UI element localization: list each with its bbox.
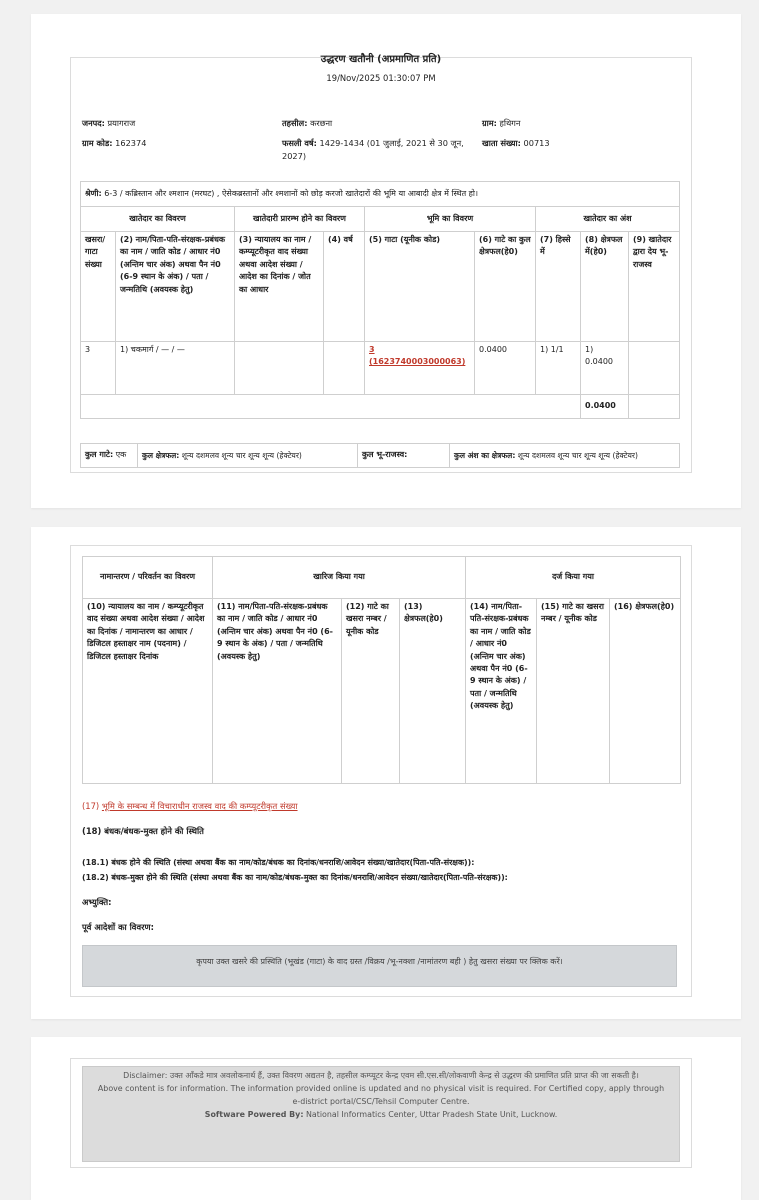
vad-sankhya-link[interactable]: भूमि के सम्बन्ध में विचाराधीन राजस्व वाद की कम्प्यूटरीकृत संख्या bbox=[101, 801, 298, 811]
instruction-box bbox=[82, 945, 677, 987]
print-datetime: 19/Nov/2025 01:30:07 PM bbox=[326, 73, 436, 83]
total-area: 0.0400 bbox=[581, 395, 629, 419]
note-17: (17) भूमि के सम्बन्ध में विचाराधीन राजस्व वाद की कम्प्यूटरीकृत संख्या bbox=[82, 801, 298, 811]
tehsil-info: तहसील: करछना bbox=[282, 118, 333, 128]
namantaran-table bbox=[82, 556, 681, 784]
group-bhumi: भूमि का विवरण bbox=[365, 207, 536, 232]
group-khatedar: खातेदार का विवरण bbox=[81, 207, 235, 232]
col-area: (8) क्षेत्रफल में(हे0) bbox=[581, 232, 629, 342]
group-namantaran: नामान्तरण / परिवर्तन का विवरण bbox=[83, 557, 213, 599]
summary-table: कुल गाटे: एक कुल क्षेत्रफल: शून्य दशमलव शून्य चार शून्य शून्य (हेक्टेयर) कुल भू-राजस्व: कुल अंश का क्षेत्रफल: शून्य दशमलव शून्य चार शून्य शून्य (हेक्टेयर) bbox=[80, 443, 680, 468]
gram-info: ग्राम: हथिगन bbox=[482, 118, 521, 128]
note-18-1: (18.1) बंधक होने की स्थिति (संस्था अथवा बैंक का नाम/कोड/बंधक का दिनांक/धनराशि/आवेदन संख्या/खातेदार(पिता-पति-संरक्षक)): bbox=[82, 858, 475, 867]
col-gata: (5) गाटा (यूनीक कोड) bbox=[365, 232, 475, 342]
cell-area: 1) 0.0400 bbox=[581, 342, 629, 395]
disclaimer-hindi: Disclaimer: उक्त आँकडे मात्र अवलोकनार्थ हैं, उक्त विवरण अद्यतन है, तहसील कम्प्यूटर केन्द्र एवम सी.एस.सी/लोकवाणी केन्द्र से उद्धरण की प्रमाणित प्रति प्राप्त की जा सकती है। bbox=[123, 1071, 639, 1080]
col-nyayalay: (3) न्यायालय का नाम / कम्प्यूटरीकृत वाद संख्या अथवा आदेश संख्या / आदेश का दिनांक / जोत का आधार bbox=[235, 232, 324, 342]
col-khasra: खसरा/ गाटा संख्या bbox=[81, 232, 116, 342]
table-row bbox=[81, 342, 680, 395]
col-total-area: (6) गाटे का कुल क्षेत्रफल(हे0) bbox=[475, 232, 536, 342]
shreni-text: 6-3 / कब्रिस्तान और श्मशान (मरघट) , ऐसेकब्रस्तानों और श्मशानों को छोड़ करजो खातेदारों की भूमि या आबादी क्षेत्र में स्थित हो। bbox=[104, 188, 479, 198]
col-15: (15) गाटे का खसरा नम्बर / यूनीक कोड bbox=[537, 599, 610, 784]
cell-hissa: 1) 1/1 bbox=[536, 342, 581, 395]
gata-link[interactable]: 3 (1623740003000063) bbox=[369, 345, 466, 367]
group-kharij: खारिज किया गया bbox=[213, 557, 466, 599]
abhyukti-label: अभ्युक्ति: bbox=[82, 897, 112, 907]
powered-by: Software Powered By: National Informatics Center, Uttar Pradesh State Unit, Lucknow. bbox=[204, 1109, 558, 1119]
shreni-label: श्रेणी: bbox=[85, 188, 102, 198]
khata-info: खाता संख्या: 00713 bbox=[482, 138, 550, 148]
col-16: (16) क्षेत्रफल(हे0) bbox=[610, 599, 681, 784]
note-18: (18) बंधक/बंधक-मुक्त होने की स्थिति bbox=[82, 826, 204, 836]
disclaimer-box bbox=[82, 1066, 680, 1162]
note-18-2: (18.2) बंधक-मुक्त होने की स्थिति (संस्था अथवा बैंक का नाम/कोड/बंधक-मुक्त का दिनांक/धनराशि/आवेदन संख्या/खातेदार(पिता-पति-संरक्षक)): bbox=[82, 873, 508, 882]
disclaimer-english: Above content is for information. The information provided online is updated and no physical visit is required. For Certified copy, apply through e-district portal/CSC/Tehsil Computer Centre. bbox=[97, 1084, 665, 1106]
col-11: (11) नाम/पिता-पति-संरक्षक-प्रबंधक का नाम / जाति कोड / आधार नं0 (अन्तिम चार अंक) अथवा पैन नं0 (6-9 स्थान के अंक) / पता / जन्मतिथि (अवयस्क हेतु) bbox=[213, 599, 342, 784]
group-ansh: खातेदार का अंश bbox=[536, 207, 680, 232]
janpad-info: जनपद: प्रयागराज bbox=[82, 118, 136, 128]
purva-adesh-label: पूर्व आदेशों का विवरण: bbox=[82, 922, 154, 932]
col-10: (10) न्यायालय का नाम / कम्प्यूटरीकृत वाद संख्या अथवा आदेश संख्या / आदेश का दिनांक / नामान्तरण का आधार / डिजिटल हस्ताक्षर नाम (पदनाम) / डिजिटल हस्ताक्षर दिनांक bbox=[83, 599, 213, 784]
col-rajasv: (9) खातेदार द्वारा देय भू-राजस्व bbox=[629, 232, 680, 342]
col-varsh: (4) वर्ष bbox=[324, 232, 365, 342]
page-title: उद्धरण खतौनी (अप्रमाणित प्रति) bbox=[320, 54, 442, 65]
group-header-row bbox=[83, 557, 681, 599]
shreni-row bbox=[81, 182, 680, 207]
gram-code-info: ग्राम कोड: 162374 bbox=[82, 138, 147, 148]
group-khatedari: खातेदारी प्रारम्भ होने का विवरण bbox=[235, 207, 365, 232]
khatedar-table bbox=[80, 181, 680, 419]
fasli-info: फसली वर्ष: 1429-1434 (01 जुलाई, 2021 से 30 जून, 2027) bbox=[282, 138, 464, 161]
col-hissa: (7) हिस्से में bbox=[536, 232, 581, 342]
cell-khasra: 3 bbox=[81, 342, 116, 395]
group-header-row bbox=[81, 207, 680, 232]
cell-gata bbox=[365, 342, 475, 395]
column-header-row bbox=[81, 232, 680, 342]
cell-name: 1) चकमार्ग / — / — bbox=[116, 342, 235, 395]
col-14: (14) नाम/पिता-पति-संरक्षक-प्रबंधक का नाम / जाति कोड / आधार नं0 (अन्तिम चार अंक) अथवा पैन नं0 (6-9 स्थान के अंक) / पता / जन्मतिथि (अवयस्क हेतु) bbox=[466, 599, 537, 784]
cell-total-area: 0.0400 bbox=[475, 342, 536, 395]
instruction-text: कृपया उक्त खसरे की प्रस्थिति (भूखंड (गाटा) के वाद ग्रस्त /विक्रय /भू-नक्शा /नामांतरण बही ) हेतु खसरा संख्या पर क्लिक करें। bbox=[196, 957, 563, 966]
group-darj: दर्ज किया गया bbox=[466, 557, 681, 599]
col-name: (2) नाम/पिता-पति-संरक्षक-प्रबंधक का नाम / जाति कोड / आधार नं0 (अन्तिम चार अंक) अथवा पैन नं0 (6-9 स्थान के अंक) / पता / जन्मतिथि (अवयस्क हेतु) bbox=[116, 232, 235, 342]
col-13: (13) क्षेत्रफल(हे0) bbox=[400, 599, 466, 784]
column-header-row bbox=[83, 599, 681, 784]
total-row bbox=[81, 395, 680, 419]
col-12: (12) गाटे का खसरा नम्बर / यूनीक कोड bbox=[342, 599, 400, 784]
